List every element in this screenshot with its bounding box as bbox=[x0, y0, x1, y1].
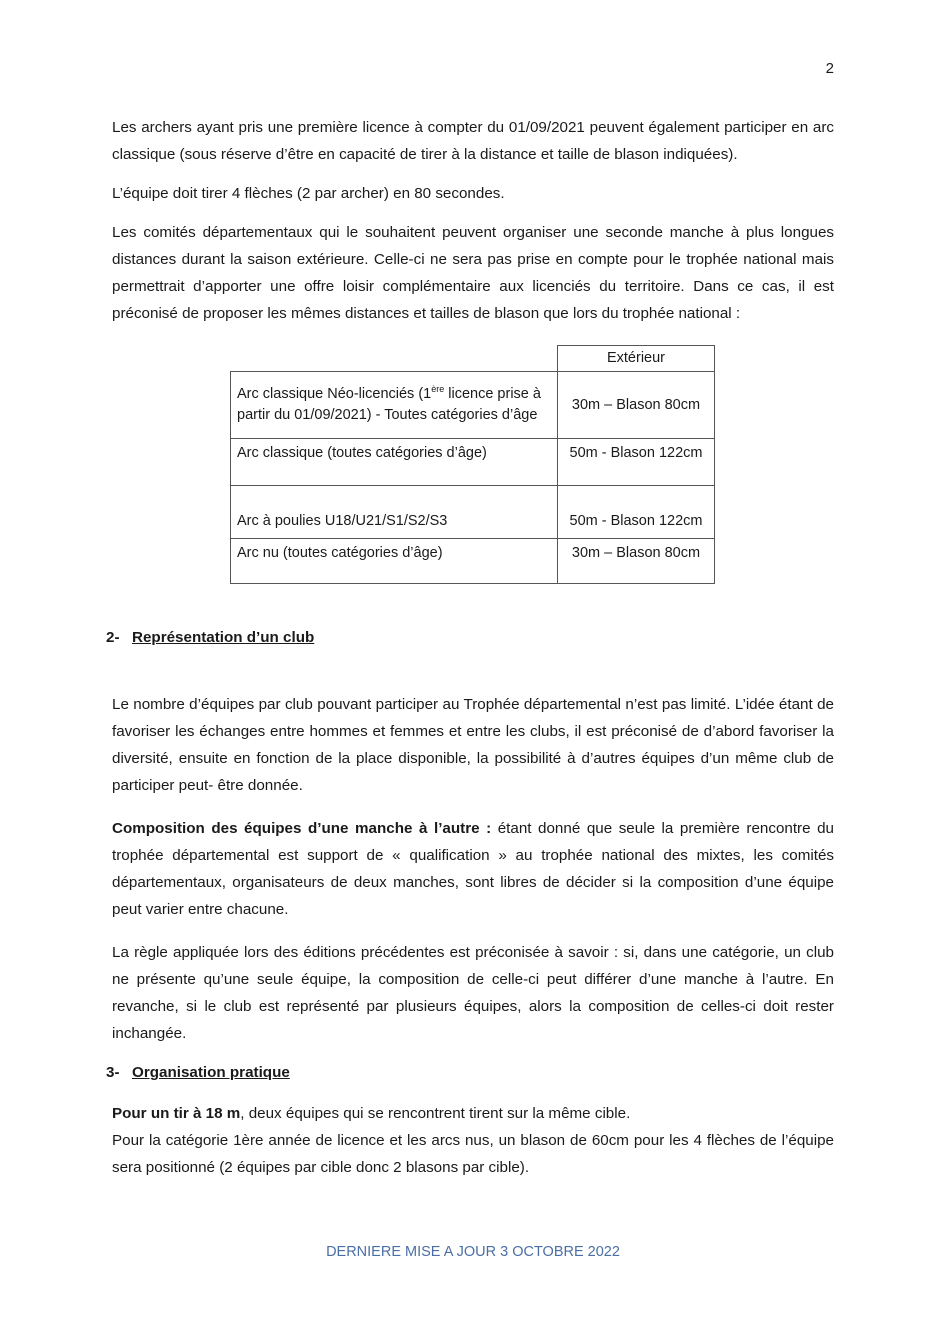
document-body bbox=[106, 114, 834, 1181]
section-2-number: 2- bbox=[106, 629, 120, 646]
table-cell-distance: 30m – Blason 80cm bbox=[558, 372, 715, 439]
section-3-number: 3- bbox=[106, 1064, 120, 1081]
table-corner-cell bbox=[231, 346, 558, 372]
paragraph-target-face: Pour la catégorie 1ère année de licence et les arcs nus, un blason de 60cm pour les 4 flèches de l’équipe sera positionné (2 équipes par cible donc 2 blasons par cible). bbox=[112, 1132, 834, 1176]
table-header-row bbox=[231, 346, 715, 372]
paragraph-neo-licence: Les archers ayant pris une première licence à compter du 01/09/2021 peuvent également participer en arc classique (sous réserve d’être en capacité de tirer à la distance et taille de blason indiquées). bbox=[112, 119, 834, 163]
section-2-title: Représentation d’un club bbox=[132, 629, 315, 646]
table-row bbox=[231, 539, 715, 584]
section-3-heading bbox=[106, 1059, 834, 1086]
footer-last-update: DERNIERE MISE A JOUR 3 OCTOBRE 2022 bbox=[326, 1244, 620, 1260]
paragraph-teams-per-club: Le nombre d’équipes par club pouvant participer au Trophée départemental n’est pas limité. L’idée étant de favoriser les échanges entre hommes et femmes et entre les clubs, il est préconisé de d’abord favoriser la diversité, ensuite en fonction de la place disponible, la possibilité à d’autres équipes d’un même club de participer peut- être donnée. bbox=[112, 696, 834, 794]
paragraph-second-round: Les comités départementaux qui le souhaitent peuvent organiser une seconde manche à plus longues distances durant la saison extérieure. Celle-ci ne sera pas prise en compte pour le trophée national mais permettrait d’apporter une offre loisir complémentaire aux licenciés du territoire. Dans ce cas, il est préconisé de proposer les mêmes distances et tailles de blason que lors du trophée national : bbox=[112, 224, 834, 322]
table-cell-category: Arc classique (toutes catégories d’âge) bbox=[231, 439, 558, 486]
page-number: 2 bbox=[825, 60, 834, 77]
paragraph-team-arrows: L’équipe doit tirer 4 flèches (2 par archer) en 80 secondes. bbox=[112, 185, 505, 202]
table-cell-category: Arc classique Néo-licenciés (1ère licence prise à partir du 01/09/2021) - Toutes catégories d’âge bbox=[231, 372, 558, 439]
distance-table bbox=[230, 345, 715, 584]
table-header-exterieur: Extérieur bbox=[558, 346, 715, 372]
table-cell-distance: 30m – Blason 80cm bbox=[558, 539, 715, 584]
team-composition-label: Composition des équipes d’une manche à l’autre : bbox=[112, 820, 492, 837]
section-2-heading bbox=[106, 624, 834, 651]
paragraph-team-composition: Composition des équipes d’une manche à l’autre : étant donné que seule la première rencontre du trophée départemental est support de « qualification » au trophée national des mixtes, les comités départementaux, organisateurs de deux manches, sont libres de décider si la composition d’une équipe peut varier entre chacune. bbox=[112, 820, 834, 918]
section-3-title: Organisation pratique bbox=[132, 1064, 290, 1081]
table-cell-category: Arc à poulies U18/U21/S1/S2/S3 bbox=[231, 486, 558, 539]
shooting-18m-label: Pour un tir à 18 m bbox=[112, 1105, 241, 1122]
table-row bbox=[231, 486, 715, 539]
table-row bbox=[231, 439, 715, 486]
table-row bbox=[231, 372, 715, 439]
table-cell-distance: 50m - Blason 122cm bbox=[558, 439, 715, 486]
table-cell-distance: 50m - Blason 122cm bbox=[558, 486, 715, 539]
paragraph-rule-applied: La règle appliquée lors des éditions précédentes est préconisée à savoir : si, dans une catégorie, un club ne présente qu’une seule équipe, la composition de celle-ci peut différer d’une manche à l’autre. En revanche, si le club est représenté par plusieurs équipes, alors la composition de celles-ci doit rester inchangée. bbox=[112, 944, 834, 1042]
paragraph-18m-shooting: Pour un tir à 18 m, deux équipes qui se rencontrent tirent sur la même cible. bbox=[112, 1105, 631, 1122]
table-cell-category: Arc nu (toutes catégories d’âge) bbox=[231, 539, 558, 584]
